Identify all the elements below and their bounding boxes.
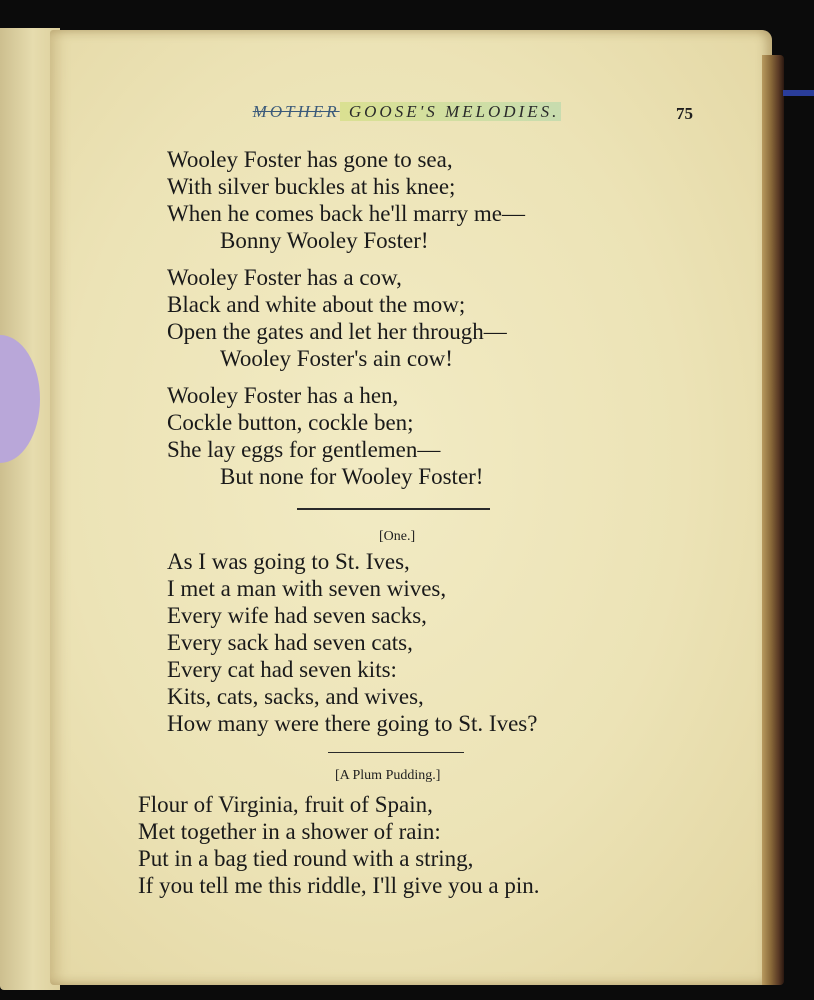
poem-line: She lay eggs for gentlemen— (167, 437, 441, 462)
poem-line: When he comes back he'll marry me— (167, 201, 525, 226)
section-divider (328, 752, 464, 753)
poem-line: How many were there going to St. Ives? (167, 711, 538, 736)
poem-line: Every sack had seven cats, (167, 630, 413, 655)
poem-line: Every wife had seven sacks, (167, 603, 427, 628)
poem-line: Wooley Foster has a hen, (167, 383, 399, 408)
poem-line: Every cat had seven kits: (167, 657, 397, 682)
poem-line: Kits, cats, sacks, and wives, (167, 684, 424, 709)
riddle-caption: [One.] (379, 529, 416, 544)
poem-line: As I was going to St. Ives, (167, 549, 410, 574)
header-title: GOOSE'S MELODIES. (341, 102, 560, 121)
page-number: 75 (676, 104, 693, 123)
poem-line: Black and white about the mow; (167, 292, 466, 317)
blue-bookmark-stripe (783, 90, 814, 96)
poem-line: Wooley Foster's ain cow! (220, 346, 453, 371)
poem-line: Met together in a shower of rain: (138, 819, 441, 844)
poem-line: If you tell me this riddle, I'll give you a pin. (138, 873, 540, 898)
poem-line: Open the gates and let her through— (167, 319, 507, 344)
poem-line: Wooley Foster has a cow, (167, 265, 402, 290)
struck-word: MOTHER (252, 102, 340, 121)
poem-line: Bonny Wooley Foster! (220, 228, 429, 253)
poem-line: But none for Wooley Foster! (220, 464, 484, 489)
poem-line: Put in a bag tied round with a string, (138, 846, 474, 871)
poem-line: I met a man with seven wives, (167, 576, 447, 601)
poem-line: Flour of Virginia, fruit of Spain, (138, 792, 433, 817)
section-divider (297, 508, 490, 510)
poem-line: Cockle button, cockle ben; (167, 410, 414, 435)
poem-line: Wooley Foster has gone to sea, (167, 147, 453, 172)
riddle-caption: [A Plum Pudding.] (335, 768, 441, 783)
page-block-edge (762, 55, 784, 985)
poem-line: With silver buckles at his knee; (167, 174, 456, 199)
